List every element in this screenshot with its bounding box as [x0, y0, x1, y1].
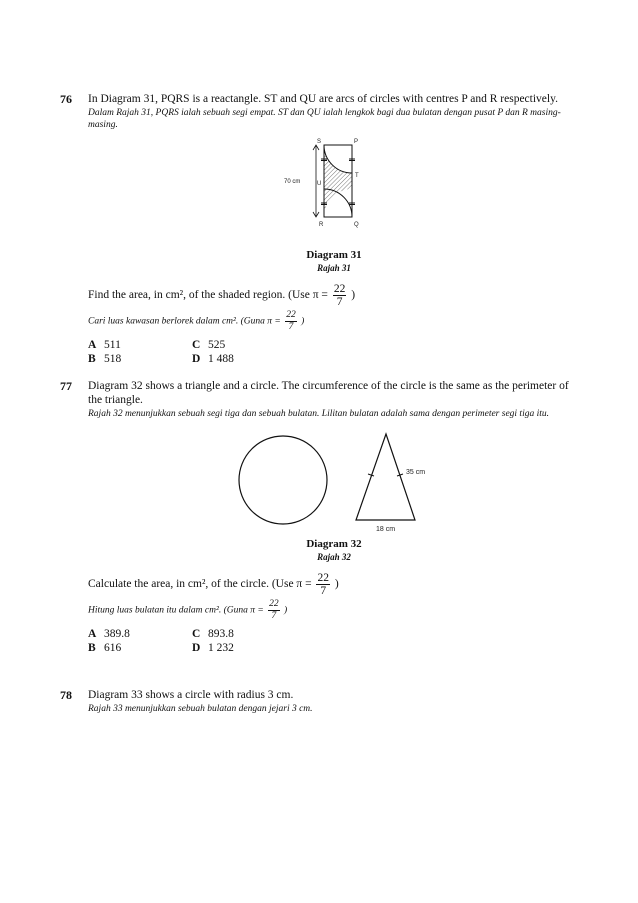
diagram-32-caption-ms: Rajah 32 [317, 552, 351, 562]
prompt-close: ) [284, 605, 288, 616]
fraction-denominator: 7 [288, 322, 294, 332]
question-number: 77 [60, 379, 72, 393]
prompt-en [88, 283, 580, 308]
label-height: 70 cm [284, 179, 301, 185]
answer-options [88, 339, 580, 365]
question-text-en: Diagram 32 shows a triangle and a circle. The circumference of the circle is the same as the perimeter of the triangle. [88, 380, 569, 406]
question-text-en: In Diagram 31, PQRS is a reactangle. ST and QU are arcs of circles with centres P and R respectively. [88, 93, 558, 105]
pi-fraction [316, 572, 330, 597]
question-number: 76 [60, 92, 72, 106]
label-base: 18 cm [376, 526, 396, 533]
prompt-close: ) [301, 316, 305, 327]
prompt-close: ) [351, 289, 356, 302]
prompt-en [88, 572, 580, 597]
question-text-ms: Rajah 33 menunjukkan sebuah bulatan dengan jejari 3 cm. [88, 704, 313, 714]
prompt-close: ) [334, 578, 339, 591]
prompt-ms-text: Hitung luas bulatan itu dalam cm². (Guna π = [88, 605, 264, 616]
question-text-ms: Dalam Rajah 31, PQRS ialah sebuah segi empat. ST dan QU ialah lengkok bagi dua bulatan dengan pusat P dan R masing-masing. [88, 108, 561, 130]
label-r: R [319, 222, 324, 228]
diagram-32-caption: Diagram 32 [306, 538, 362, 550]
pi-fraction [333, 283, 347, 308]
prompt-en-text: Calculate the area, in cm², of the circle. (Use π = [88, 578, 312, 591]
question-text-en: Diagram 33 shows a circle with radius 3 cm. [88, 689, 294, 701]
fraction-numerator: 22 [333, 283, 346, 295]
label-p: P [354, 139, 359, 145]
pi-fraction-ms [285, 310, 297, 333]
diagram-31-caption-ms: Rajah 31 [317, 263, 351, 273]
fraction-denominator: 7 [336, 296, 343, 308]
label-t: T [355, 173, 359, 179]
diagram-31 [88, 137, 608, 245]
diagram-31-caption: Diagram 31 [306, 249, 362, 261]
prompt-ms [88, 599, 580, 622]
question-78 [60, 688, 580, 715]
fraction-denominator: 7 [271, 611, 277, 621]
option-b[interactable]: B 518 [88, 353, 122, 365]
fraction-numerator: 22 [269, 599, 279, 609]
label-q: Q [354, 222, 359, 228]
option-d[interactable]: D 1 232 [192, 642, 234, 654]
question-text-ms: Rajah 32 menunjukkan sebuah segi tiga dan sebuah bulatan. Lilitan bulatan adalah sama dengan perimeter segi tiga itu. [88, 409, 549, 419]
shaded-region [324, 145, 352, 217]
circle [239, 436, 327, 524]
option-a[interactable]: A 511 [88, 339, 121, 351]
label-side: 35 cm [406, 469, 426, 476]
option-c[interactable]: C 893.8 [192, 628, 234, 640]
option-a[interactable]: A 389.8 [88, 628, 130, 640]
prompt-en-text: Find the area, in cm², of the shaded region. (Use π = [88, 289, 328, 302]
option-d[interactable]: D 1 488 [192, 353, 234, 365]
fraction-numerator: 22 [317, 572, 329, 584]
triangle-tick-marks [368, 474, 403, 476]
option-c[interactable]: C 525 [192, 339, 226, 351]
fraction-denominator: 7 [320, 585, 327, 597]
label-s: S [317, 139, 322, 145]
triangle [356, 434, 415, 520]
diagram-32 [88, 428, 608, 536]
prompt-ms [88, 310, 580, 333]
prompt-ms-text: Cari luas kawasan berlorek dalam cm². (Guna π = [88, 316, 281, 327]
option-b[interactable]: B 616 [88, 642, 122, 654]
question-77 [60, 379, 580, 654]
fraction-numerator: 22 [286, 310, 296, 320]
label-u: U [317, 181, 322, 187]
answer-options [88, 628, 580, 654]
pi-fraction-ms [268, 599, 280, 622]
question-76 [60, 92, 580, 365]
question-number: 78 [60, 688, 72, 702]
